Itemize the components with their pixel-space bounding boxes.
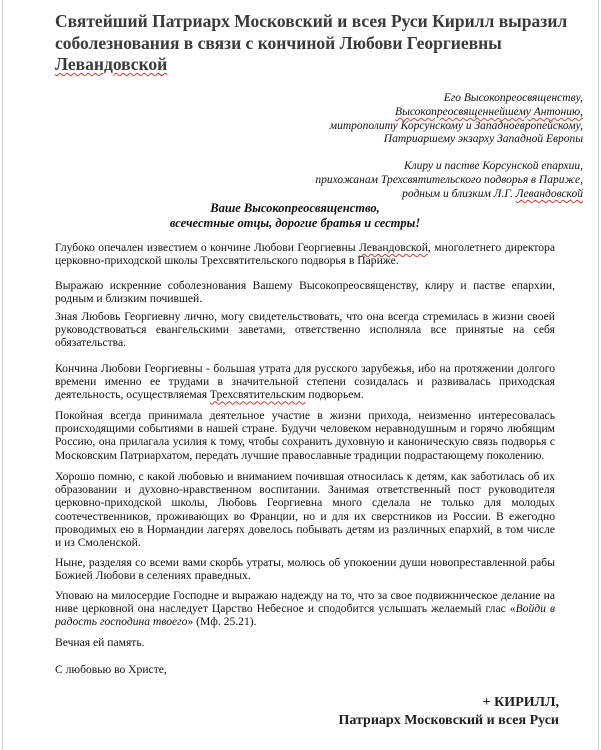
paragraph-text: Уповаю на милосердие Господне и выражаю надежду на то, что за свое подвижническое делание на ниве церковной она наследует Царство Небесное и сподобится услышать желаемый глас «	[55, 589, 555, 616]
paragraph-text: , многолетнего директора церковно-приходской школы Трехсвятительского подворья в Париже.	[55, 241, 555, 268]
title-name-misspelled: Левандовской	[55, 54, 168, 74]
paragraph-text: Ныне, разделяя со всеми вами скорбь утраты, молюсь об упокоении души новопреставленной рабы Божией Любови в селениях праведных.	[55, 556, 555, 583]
page-edge-right	[598, 0, 599, 750]
greeting-line-2: всечестные отцы, дорогие братья и сестры!	[169, 216, 421, 230]
paragraph-9	[55, 636, 555, 649]
page-edge-left	[2, 0, 3, 750]
addressee-text: родным и близким Л.Г.	[402, 187, 516, 200]
signature-name: + КИРИЛЛ,	[482, 695, 559, 710]
paragraph-text: Хорошо помню, с какой любовью и вниманием почившая относилась к детям, как заботилась об их образовании и духовно-нравственном воспитании. Занимая ответственный пост руководителя церковно-приходской школы, Любовь Георгиевна много сделала не только для молодых соотечественников, проживающих во Франции, но и для их сверстников из России. В ежегодно проводимых ею в Нормандии лагерях довелось побывать детям из различных епархий, в том числе и из Смоленской.	[55, 470, 555, 550]
addressee-line	[163, 188, 583, 202]
addressee-line: Патриаршему экзарху Западной Европы	[383, 133, 583, 146]
paragraph-4	[55, 362, 555, 402]
paragraph-2	[55, 279, 555, 305]
addressee-line	[163, 106, 583, 120]
name-misspelled: Левандовской	[359, 241, 428, 254]
paragraph-text: подворьем.	[305, 388, 364, 402]
paragraph-text: Покойная всегда принимала деятельное участие в жизни прихода, неизменно интересовалась происходящими событиями в нашей стране. Будучи человеком неравнодушным и горячо любящим Россию, она прилагала усилия к тому, чтобы сохранить духовную и каноническую связь подворья с Московским Патриархатом, передать лучшие православные традиции подрастающему поколению.	[55, 409, 555, 462]
document-title	[55, 11, 575, 76]
paragraph-3	[55, 310, 555, 350]
word-misspelled: Трехсвятительским	[209, 388, 306, 402]
paragraph-text: Выражаю искренние соболезнования Вашему Высокопреосвященству, клиру и пастве епархии, родным и близким почившей.	[55, 279, 555, 306]
paragraph-text: » (Мф. 25.21).	[187, 615, 257, 629]
paragraph-text: Кончина Любови Георгиевны - большая утрата для русского зарубежья, ибо на протяжении долгого времени именно ее трудами в значительной степени созидалась и развивалась приходская деятельность, осуществляемая	[55, 362, 555, 402]
addressee-line: прихожанам Трехсвятительского подворья в Париже,	[315, 173, 583, 186]
paragraph-text: Глубоко опечален известием о кончине Любови Георгиевны	[55, 241, 359, 254]
addressee-line: Клиру и пастве Корсунской епархии,	[403, 160, 583, 173]
addressee-word-misspelled: Высокопреосвященнейшему Антонию,	[395, 105, 583, 118]
addressee-line: митрополиту Корсунскому и Западноевропейскому,	[329, 119, 583, 132]
addressee-name-misspelled: Левандовской	[515, 187, 583, 200]
paragraph-8	[55, 589, 555, 629]
paragraph-5	[55, 409, 555, 462]
greeting-line-1: Ваше Высокопреосвященство,	[210, 201, 380, 215]
greeting	[80, 201, 510, 231]
paragraph-1	[55, 241, 555, 267]
paragraph-7	[55, 556, 555, 582]
signature-block	[259, 694, 559, 730]
paragraph-text: Зная Любовь Георгиевну лично, могу свидетельствовать, что она всегда стремилась в жизни своей руководствоваться евангельскими заветами, ответственно исполняла все принятые на себя обязательства.	[55, 310, 555, 350]
addressee-line: Его Высокопреосвященству,	[443, 92, 583, 104]
signature-title: Патриарх Московский и всея Руси	[338, 713, 559, 728]
paragraph-6	[55, 470, 555, 549]
scripture-quote: Войди в радость господина твоего	[55, 602, 555, 629]
paragraph-text: С любовью во Христе,	[55, 663, 167, 676]
addressee-block	[163, 92, 583, 202]
paragraph-text: Вечная ей память.	[55, 636, 145, 649]
title-text: Святейший Патриарх Московский и всея Руси Кирилл выразил соболезнования в связи с кончиной Любови Георгиевны	[55, 11, 568, 53]
paragraph-10	[55, 663, 555, 676]
